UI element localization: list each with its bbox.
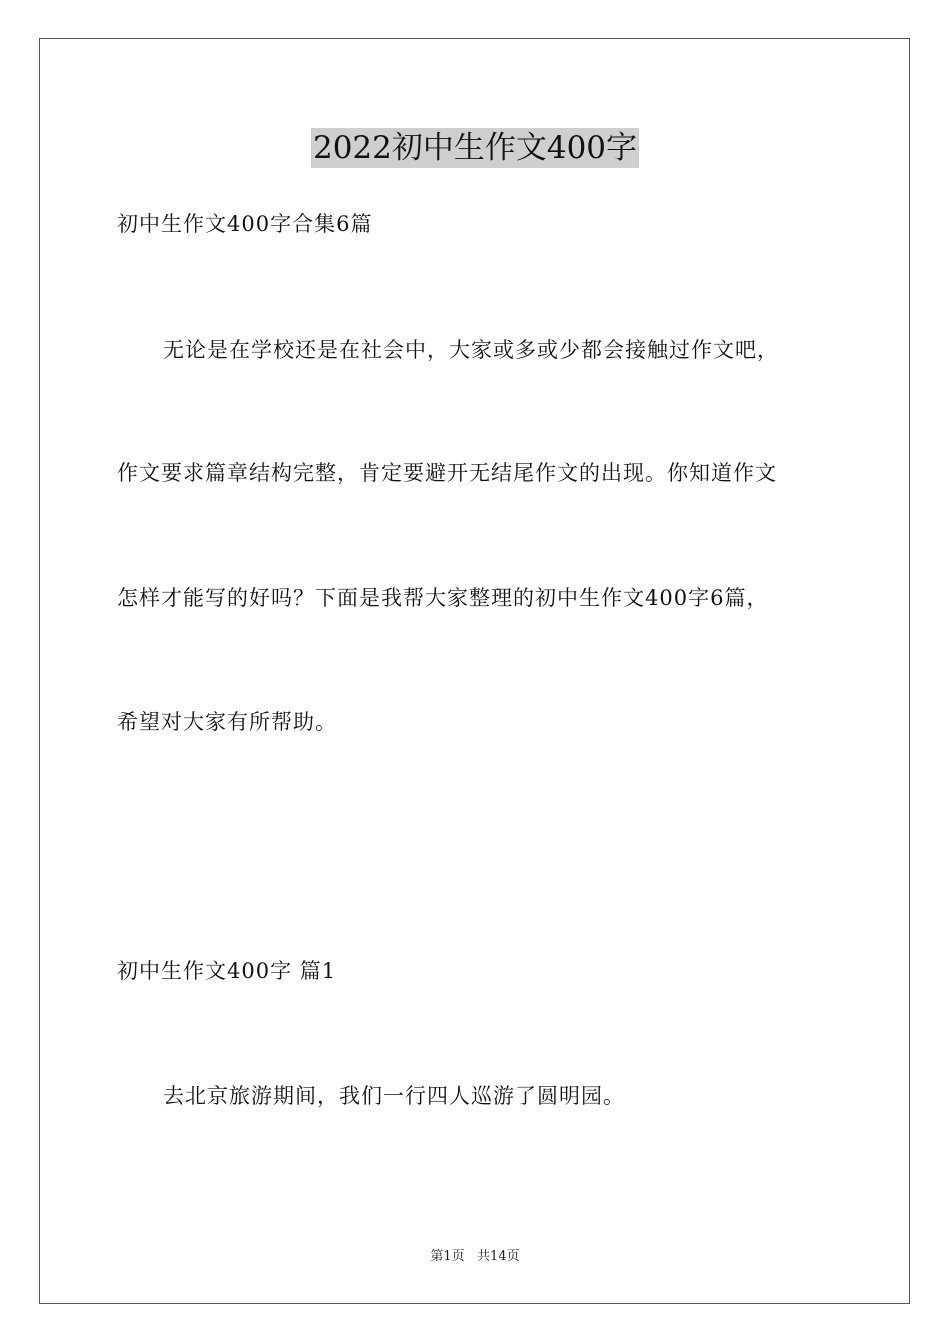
document-subtitle: 初中生作文400字合集6篇 <box>117 212 373 236</box>
document-title-wrap <box>0 128 950 170</box>
section-heading: 初中生作文400字 篇1 <box>117 959 337 983</box>
intro-line-1: 无论是在学校还是在社会中，大家或多或少都会接触过作文吧， <box>163 338 779 362</box>
intro-line-2: 作文要求篇章结构完整，肯定要避开无结尾作文的出现。你知道作文 <box>117 461 777 485</box>
page-number-footer: 第1页 共14页 <box>430 1249 520 1264</box>
section-first-line: 去北京旅游期间，我们一行四人巡游了圆明园。 <box>163 1084 625 1108</box>
intro-line-3: 怎样才能写的好吗？下面是我帮大家整理的初中生作文400字6篇， <box>117 586 769 610</box>
document-title: 2022初中生作文400字 <box>312 130 638 166</box>
intro-line-4: 希望对大家有所帮助。 <box>117 710 337 734</box>
